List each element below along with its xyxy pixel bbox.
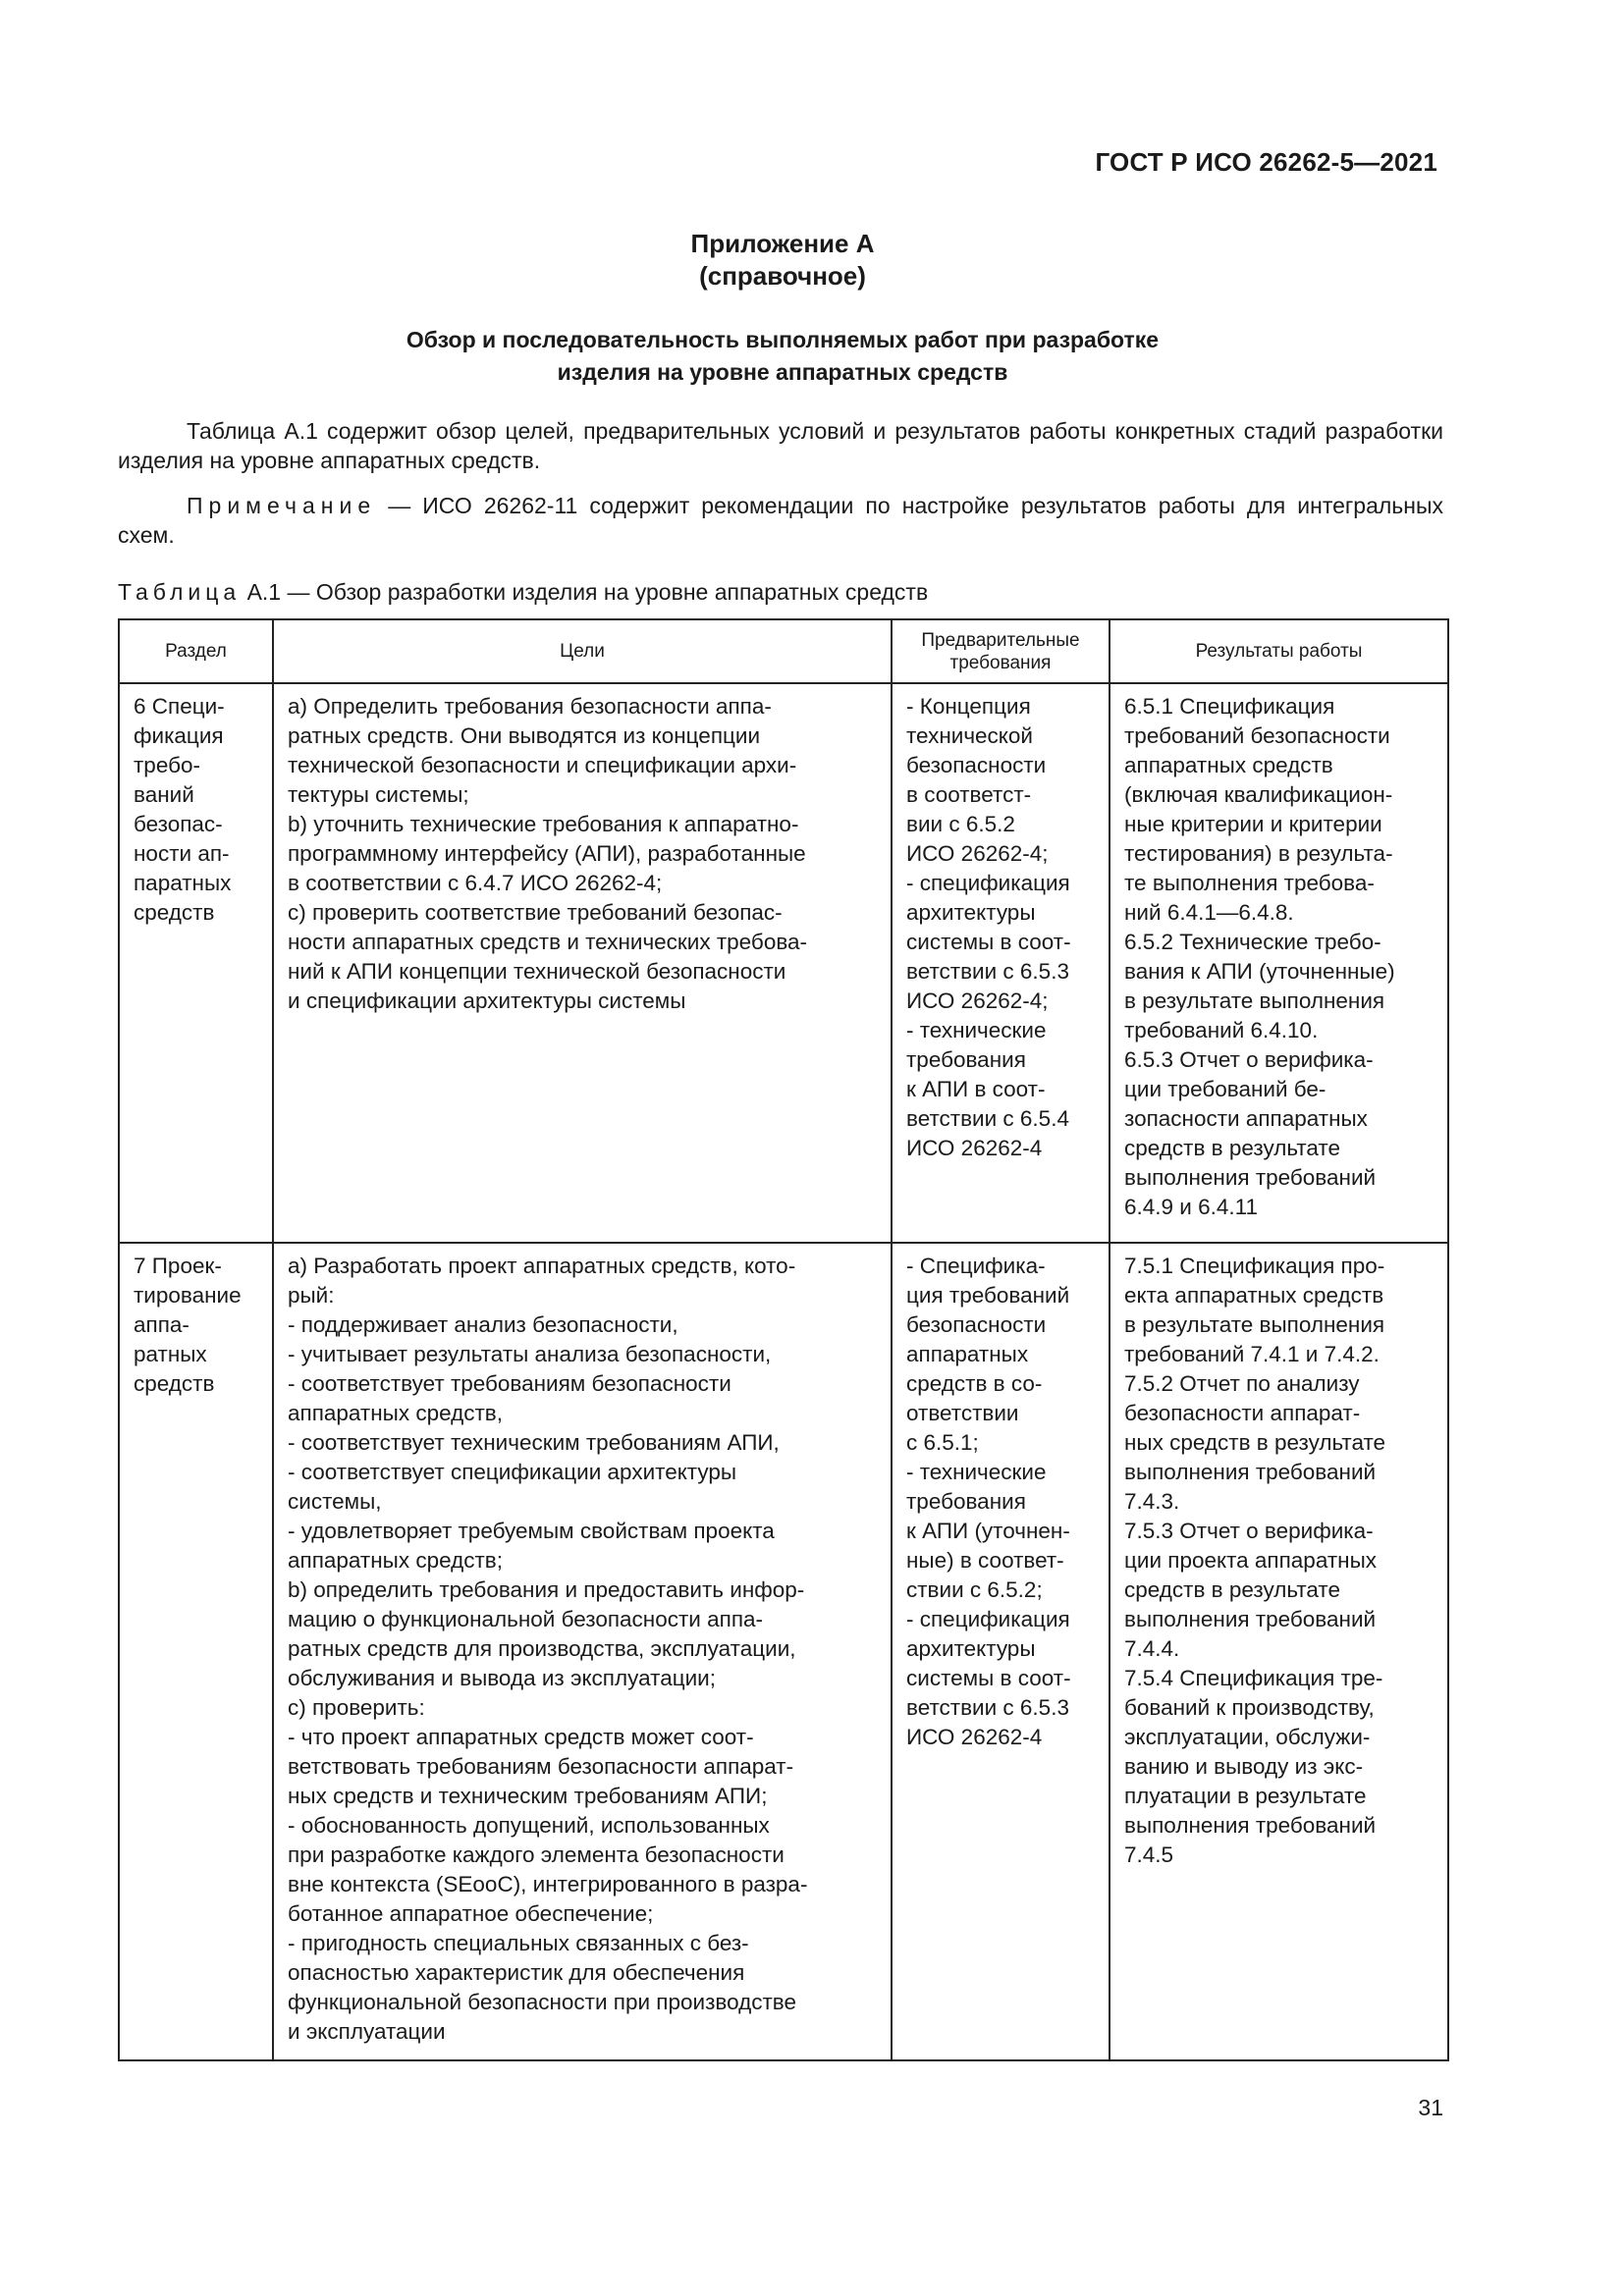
table-row [119, 1243, 1448, 2060]
table-caption-text: А.1 — Обзор разработки изделия на уровне аппаратных средств [241, 579, 929, 605]
header-section: Раздел [119, 619, 273, 683]
header-goals: Цели [273, 619, 892, 683]
cell-results: 6.5.1 Спецификация требований безопасности аппаратных средств (включая квалификацион- ные критерии и критерии тестирования) в результа- те выполнения требова- ний 6.4.1—6.4.8. 6.5.2 Технические требо- вания к АПИ (уточненные) в результате выполнения требований 6.4.10. 6.5.3 Отчет о верифика- ции требований бе- зопасности аппаратных средств в результате выполнения требований 6.4.9 и 6.4.11 [1110, 683, 1448, 1243]
table-row [119, 683, 1448, 1243]
note-paragraph [118, 491, 1443, 550]
cell-section: 7 Проек- тирование аппа- ратных средств [119, 1243, 273, 2060]
cell-goals: а) Разработать проект аппаратных средств, кото- рый: - поддерживает анализ безопасности, - учитывает результаты анализа безопасности, - соответствует требованиям безопасности аппаратных средств, - соответствует техническим требованиям АПИ, - соответствует спецификации архитектуры системы, - удовлетворяет требуемым свойствам проекта аппаратных средств; b) определить требования и предоставить инфор- мацию о функциональной безопасности аппа- ратных средств для производства, эксплуатации, обслуживания и вывода из эксплуатации; с) проверить: - что проект аппаратных средств может соот- ветствовать требованиям безопасности аппарат- ных средств и техническим требованиям АПИ; - обоснованность допущений, использованных при разработке каждого элемента безопасности вне контекста (SEooC), интегрированного в разра- ботанное аппаратное обеспечение; - пригодность специальных связанных с без- опасностью характеристик для обеспечения функциональной безопасности при производстве и эксплуатации [273, 1243, 892, 2060]
cell-preconditions: - Концепция технической безопасности в соответст- вии с 6.5.2 ИСО 26262-4; - спецификация архитектуры системы в соот- ветствии с 6.5.3 ИСО 26262-4; - технические требования к АПИ в соот- ветствии с 6.5.4 ИСО 26262-4 [892, 683, 1110, 1243]
table-header-row [119, 619, 1448, 683]
document-code: ГОСТ Р ИСО 26262-5—2021 [1095, 147, 1437, 177]
cell-results: 7.5.1 Спецификация про- екта аппаратных средств в результате выполнения требований 7.4.1 и 7.4.2. 7.5.2 Отчет по анализу безопасности аппарат- ных средств в результате выполнения требований 7.4.3. 7.5.3 Отчет о верифика- ции проекта аппаратных средств в результате выполнения требований 7.4.4. 7.5.4 Спецификация тре- бований к производству, эксплуатации, обслужи- ванию и выводу из экс- плуатации в результате выполнения требований 7.4.5 [1110, 1243, 1448, 2060]
appendix-title-line2: (справочное) [699, 261, 866, 291]
table-caption-label: Таблица [118, 579, 242, 605]
note-text: — ИСО 26262-11 содержит рекомендации по настройке результатов работы для интегральных схем. [118, 493, 1443, 548]
cell-preconditions: - Специфика- ция требований безопасности аппаратных средств в со- ответствии с 6.5.1; - технические требования к АПИ (уточнен- ные) в соответ- ствии с 6.5.2; - спецификация архитектуры системы в соот- ветствии с 6.5.3 ИСО 26262-4 [892, 1243, 1110, 2060]
header-preconditions: Предварительные требования [892, 619, 1110, 683]
appendix-title-line1: Приложение А [690, 229, 875, 258]
section-title-line1: Обзор и последовательность выполняемых работ при разработке [406, 327, 1160, 352]
page-number: 31 [1418, 2095, 1443, 2120]
table-caption [118, 577, 928, 607]
section-title-line2: изделия на уровне аппаратных средств [557, 359, 1008, 385]
cell-goals: а) Определить требования безопасности аппа- ратных средств. Они выводятся из концепции технической безопасности и спецификации архи- тектуры системы; b) уточнить технические требования к аппаратно- программному интерфейсу (АПИ), разработанные в соответствии с 6.4.7 ИСО 26262-4; с) проверить соответствие требований безопас- ности аппаратных средств и технических требова- ний к АПИ концепции технической безопасности и спецификации архитектуры системы [273, 683, 892, 1243]
section-title [0, 324, 1565, 389]
intro-paragraph: Таблица А.1 содержит обзор целей, предварительных условий и результатов работы конкретных стадий разработки изделия на уровне аппаратных средств. [118, 418, 1443, 473]
header-results: Результаты работы [1110, 619, 1448, 683]
cell-section: 6 Специ- фикация требо- ваний безопас- ности ап- паратных средств [119, 683, 273, 1243]
note-label: Примечание [187, 493, 377, 518]
appendix-title [0, 228, 1565, 293]
overview-table [118, 618, 1449, 2061]
